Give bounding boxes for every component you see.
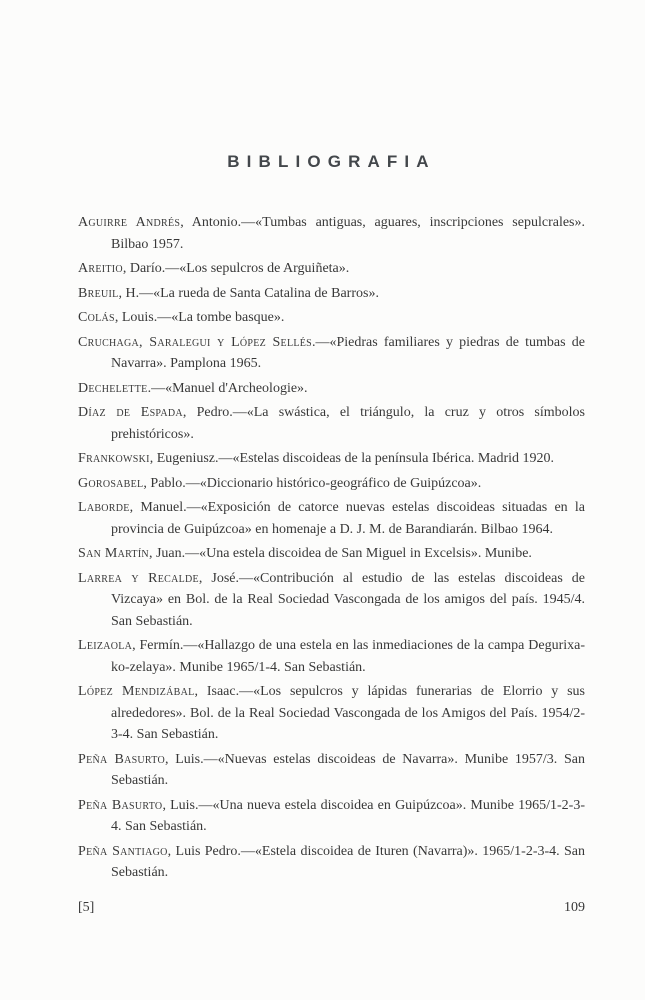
bibliography-entry xyxy=(78,378,585,400)
bibliography-entry xyxy=(78,283,585,305)
entry-text: , Isaac.—«Los sepulcros y lápidas funerarias de Elorrio y sus alrededores». Bol. de la Real Sociedad Vascongada de los Amigos del País. 1954/2-3-4. San Sebastián. xyxy=(111,684,585,742)
entry-text: , Luis.—«Una nueva estela discoidea en Guipúzcoa». Munibe 1965/1-2-3-4. San Sebastián. xyxy=(111,797,585,834)
bibliography-entry xyxy=(78,568,585,633)
bibliography-entry xyxy=(78,841,585,884)
entry-author: López Mendizábal xyxy=(78,684,195,699)
bibliography-entry xyxy=(78,795,585,838)
bibliography-entry xyxy=(78,681,585,746)
entry-author: Areitio xyxy=(78,261,123,276)
entry-author: Breuil xyxy=(78,285,119,301)
entry-author: Peña Santiago xyxy=(78,843,168,859)
entry-author: Larrea y Recalde xyxy=(78,570,199,586)
bibliography-entry xyxy=(78,635,585,678)
bibliography-entry xyxy=(78,473,585,495)
entry-author: Frankowski xyxy=(78,451,150,466)
bibliography-entry xyxy=(78,543,585,565)
footer-signature-mark: [5] xyxy=(78,899,95,915)
entry-author: Dechelette xyxy=(78,380,148,396)
entry-author: Laborde xyxy=(78,500,130,515)
bibliography-entry xyxy=(78,749,585,792)
entry-author: Díaz de Espada xyxy=(78,405,183,420)
entry-text: , Luis.—«Nuevas estelas discoideas de Navarra». Munibe 1957/3. San Sebastián. xyxy=(111,751,585,788)
entry-text: .—«Manuel d'Archeologie». xyxy=(147,380,308,396)
footer-page-number: 109 xyxy=(564,899,585,915)
entry-author: Leizaola xyxy=(78,638,133,653)
entry-text: , Eugeniusz.—«Estelas discoideas de la península Ibérica. Madrid 1920. xyxy=(149,451,555,466)
entry-text: , Luis Pedro.—«Estela discoidea de Ituren (Navarra)». 1965/1-2-3-4. San Sebastián. xyxy=(111,843,586,880)
bibliography-entry xyxy=(78,497,585,540)
entry-text: , Pedro.—«La swástica, el triángulo, la cruz y otros símbolos prehistóricos». xyxy=(111,405,585,442)
entry-author: San Martín xyxy=(78,546,149,561)
bibliography-entry xyxy=(78,258,585,280)
entry-text: , Darío.—«Los sepulcros de Arguiñeta». xyxy=(122,261,350,276)
entry-text: , Fermín.—«Hallazgo de una estela en las inmediaciones de la campa Degurixa-ko-zelaya». Munibe 1965/1-4. San Sebastián. xyxy=(111,638,585,675)
entry-author: Colás xyxy=(78,310,115,325)
bibliography-entry xyxy=(78,212,585,255)
entry-author: Peña Basurto xyxy=(78,797,163,813)
entry-author: Peña Basurto xyxy=(78,751,165,767)
bibliography-entry xyxy=(78,448,585,470)
entry-author: Gorosabel xyxy=(78,475,144,491)
entry-text: , Antonio.—«Tumbas antiguas, aguares, inscripciones sepulcrales». Bilbao 1957. xyxy=(111,215,586,252)
page-footer xyxy=(78,900,585,916)
entry-text: , Manuel.—«Exposición de catorce nuevas estelas discoideas situadas en la provincia de Guipúzcoa» en homenaje a D. J. M. de Barandiarán. Bilbao 1964. xyxy=(111,500,585,537)
entry-author: Aguirre Andrés xyxy=(78,215,181,230)
entry-text: , José.—«Contribución al estudio de las estelas discoideas de Vizcaya» en Bol. de la Real Sociedad Vascongada de los amigos del país. 1945/4. San Sebastián. xyxy=(111,570,585,629)
entry-text: , Pablo.—«Diccionario histórico-geográfico de Guipúzcoa». xyxy=(143,475,482,491)
entry-author: Cruchaga, Saralegui y López Sellés xyxy=(78,334,312,350)
bibliography-entry xyxy=(78,307,585,329)
page-title: BIBLIOGRAFIA xyxy=(227,152,436,171)
entry-text: , Louis.—«La tombe basque». xyxy=(114,310,285,325)
bibliography-entry xyxy=(78,332,585,375)
bibliography-list xyxy=(78,212,585,884)
bibliography-entry xyxy=(78,402,585,445)
entry-text: .—«Piedras familiares y piedras de tumbas de Navarra». Pamplona 1965. xyxy=(111,334,585,371)
entry-text: , H.—«La rueda de Santa Catalina de Barros». xyxy=(118,285,379,301)
entry-text: , Juan.—«Una estela discoidea de San Miguel in Excelsis». Munibe. xyxy=(148,546,532,561)
